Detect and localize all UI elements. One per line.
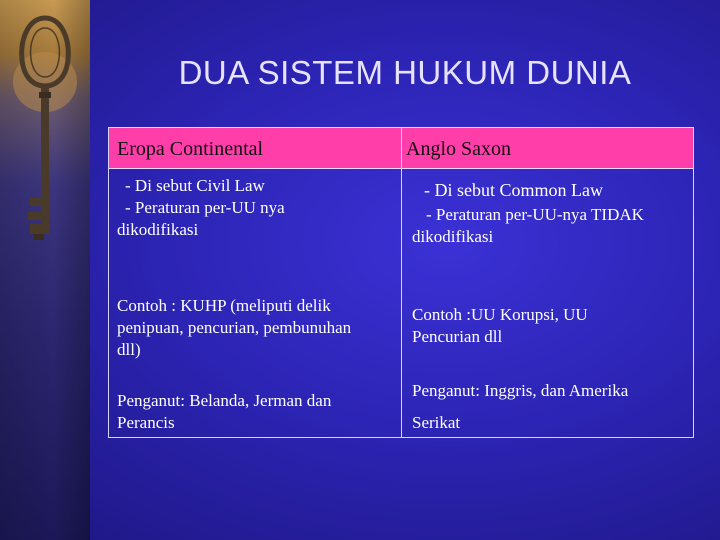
column-divider [401,128,402,437]
cell-line: Pencurian dll [412,327,503,346]
cell-line: - Di sebut Common Law [424,180,603,200]
cell-contoh-kuhp [117,295,399,361]
cell-line: dikodifikasi [412,227,494,246]
cell-line: Serikat [412,413,461,432]
cell-line: Penganut: Inggris, dan Amerika [412,381,629,400]
cell-line: Perancis [117,413,175,432]
cell-contoh-uu [412,304,690,348]
cell-line: Penganut: Belanda, Jerman dan [117,391,332,410]
cell-line: penipuan, pencurian, pembunuhan [117,318,352,337]
cell-line: - Peraturan per-UU-nya TIDAK [426,205,644,224]
slide-title: DUA SISTEM HUKUM DUNIA [178,54,632,91]
left-decorative-strip [0,0,90,540]
comparison-table [108,127,694,438]
cell-common-law [412,179,690,248]
cell-line: dikodifikasi [117,220,199,239]
cell-penganut-eropa [117,390,399,434]
header-anglo-saxon: Anglo Saxon [406,138,511,160]
header-eropa-continental: Eropa Continental [117,138,264,160]
cell-line: Contoh : KUHP (meliputi delik [117,296,331,315]
old-iron-key-icon [0,0,90,300]
cell-line: dll) [117,340,141,359]
cell-civil-law [117,175,397,241]
cell-line: - Peraturan per-UU nya [125,198,285,217]
cell-penganut-anglo [412,375,690,439]
cell-line: Contoh :UU Korupsi, UU [412,305,588,324]
cell-line: - Di sebut Civil Law [125,176,265,195]
